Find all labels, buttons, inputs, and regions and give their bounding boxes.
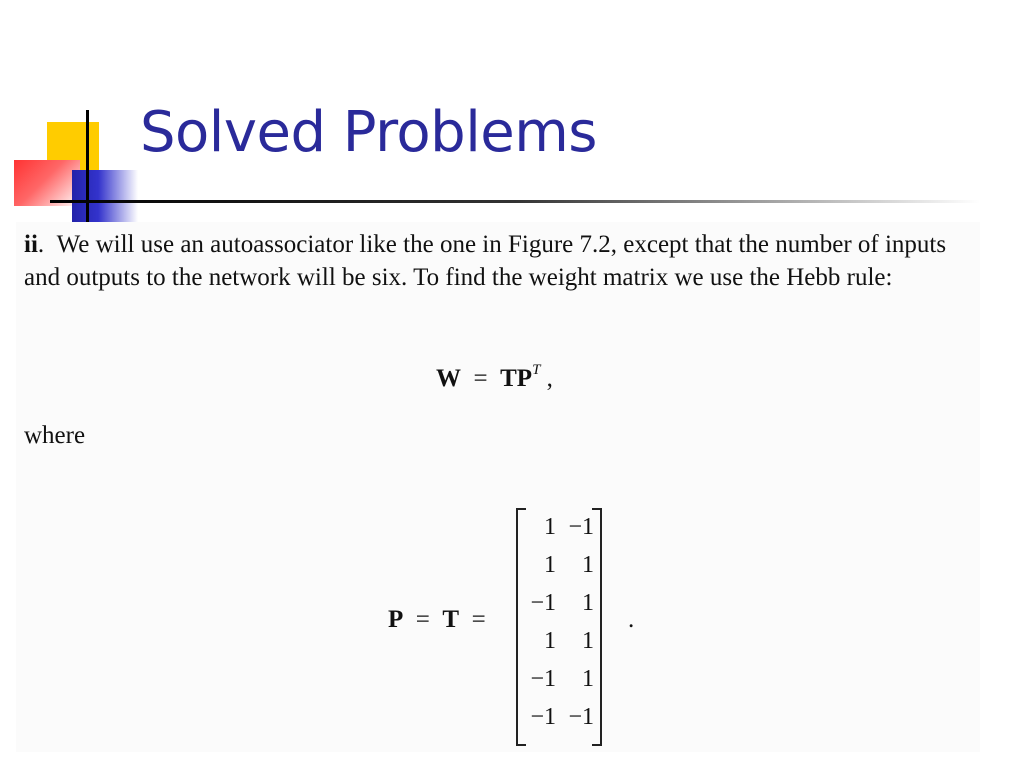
matrix-cell: 1 <box>544 552 556 578</box>
matrix-row <box>522 666 600 704</box>
hebb-rule-equation <box>436 362 553 393</box>
matrix-cell: 1 <box>582 628 594 654</box>
matrix-row <box>522 628 600 666</box>
title-underline <box>50 200 980 203</box>
matrix-cell: −1 <box>568 704 594 730</box>
matrix-cell: 1 <box>582 552 594 578</box>
matrix-row <box>522 552 600 590</box>
matrix-cell: −1 <box>530 704 556 730</box>
matrix-cell: 1 <box>582 666 594 692</box>
scanned-content <box>16 222 980 752</box>
eq2-lhs: P <box>388 606 404 633</box>
eq1-lhs: W <box>436 365 461 392</box>
slide-logo-decoration <box>0 0 150 240</box>
matrix-equation-lhs <box>388 606 486 634</box>
matrix-row <box>522 514 600 552</box>
eq2-equals-1: = <box>415 606 430 633</box>
matrix-row <box>522 590 600 628</box>
problem-label: ii <box>24 231 38 258</box>
matrix-cell: 1 <box>582 590 594 616</box>
logo-blue-square <box>72 170 138 222</box>
problem-paragraph <box>24 228 979 294</box>
eq2-mid: T <box>442 606 460 633</box>
problem-text: We will use an autoassociator like the one in Figure 7.2, except that the number of inputs and outputs to the network will be six. To find the weight matrix we use the Hebb rule: <box>24 231 947 291</box>
eq1-equals: = <box>473 365 488 392</box>
matrix-cell: −1 <box>530 666 556 692</box>
where-text: where <box>24 422 86 449</box>
matrix-cell: 1 <box>544 514 556 540</box>
matrix-cell: −1 <box>568 514 594 540</box>
eq1-trailing: , <box>546 365 553 392</box>
matrix-cell: −1 <box>530 590 556 616</box>
eq2-equals-2: = <box>471 606 486 633</box>
eq1-superscript: T <box>532 362 541 378</box>
pattern-matrix <box>516 508 602 744</box>
logo-vertical-line <box>86 110 89 228</box>
eq1-rhs: TP <box>500 365 533 392</box>
matrix-cell: 1 <box>544 628 556 654</box>
eq2-trailing: . <box>628 606 635 633</box>
problem-label-punct: . <box>37 231 45 258</box>
matrix-row <box>522 704 600 742</box>
slide-title: Solved Problems <box>140 100 597 165</box>
